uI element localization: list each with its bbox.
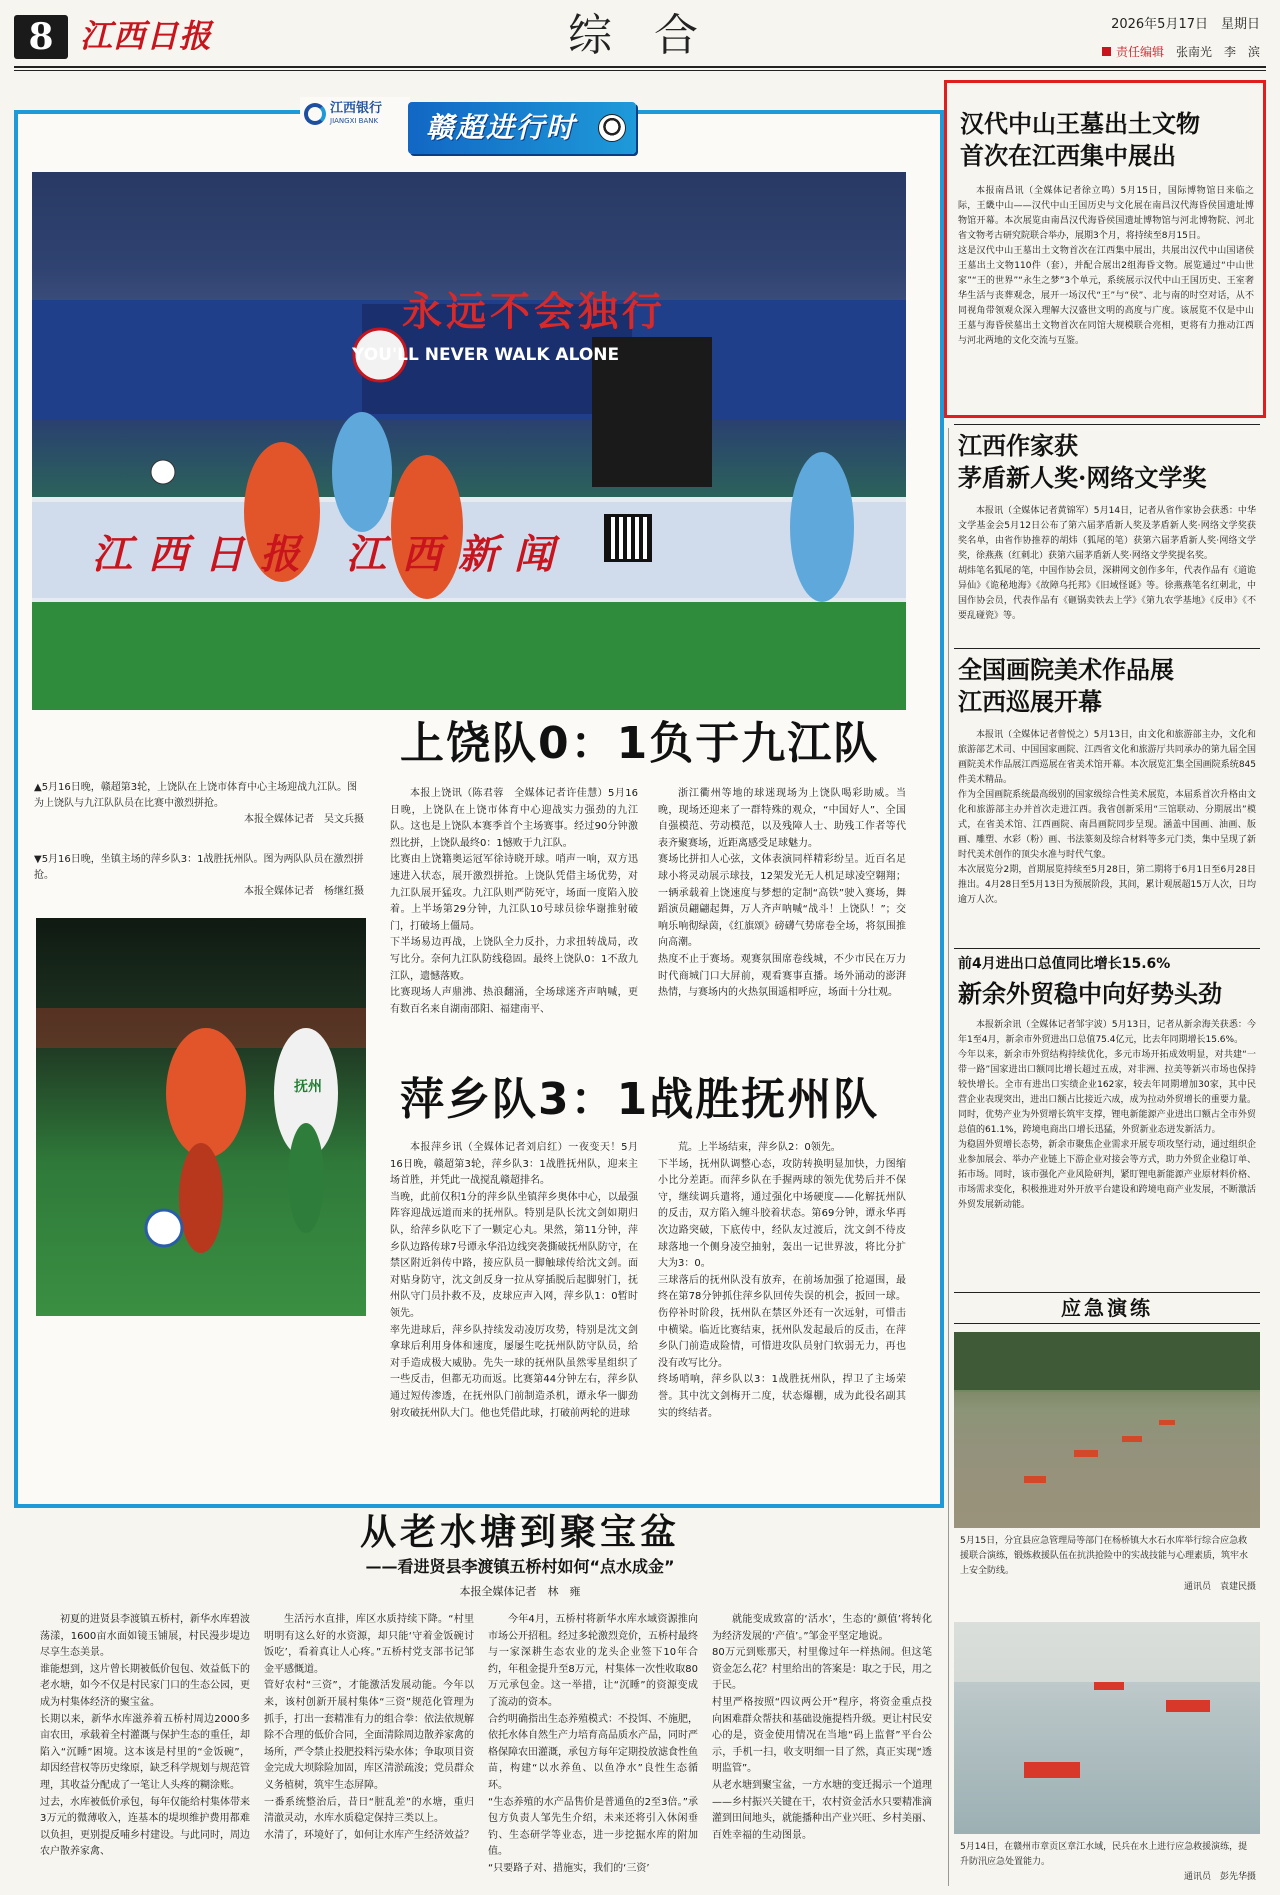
story-wulian-col2: 生活污水直排，库区水质持续下降。“村里明明有这么好的水资源，却只能‘守着金饭碗讨饭吃’，看着真让人心疼。”五桥村党支部书记邹金平感慨道。 管好农村“三资”，才能激活发展动能。今年以来，该村创新开展村集体“三资”规范化管理为抓手，打出一套精准有力的组合拳：依法依规解除不合理的低价合同，全面清除周边散养家禽的场所，严令禁止投肥投料污染水体；争取项目资金完成大坝除险加固，库区清淤疏浚；党员群众义务植树，筑牢生态屏障。 一番系统整治后，昔日“脏乱差”的水塘，重归清澈灵动，水库水质稳定保持三类以上。 水清了，环境好了，如何让水库产生经济效益？ [264,1614,474,1841]
credit-photo1: 本报全媒体记者 吴文兵摄 [244,814,364,825]
sponsor-name: 江西银行 [330,101,383,116]
body-shangrao-col1: 本报上饶讯（陈君蓉 全媒体记者许佳慧）5月16日晚，上饶队在上饶市体育中心迎战实力强劲的九江队。这也是上饶队本赛季首个主场赛事。经过90分钟激烈比拼，上饶队最终0：1憾败于九江队。 比赛由上饶籍奥运冠军徐诗晓开球。哨声一响，双方迅速进入状态，展开激烈拼抢。上饶队凭借主场优势，对九江队展开猛攻。九江队则严防死守，场面一度陷入胶着。上半场第29分钟，九江队10号球员徐华谢推射破门，打破场上僵局。 下半场易边再战，上饶队全力反扑，力求扭转战局，改写比分。奈何九江队防线稳固。最终上饶队0：1不敌九江队，遗憾落败。 比赛现场人声鼎沸、热浪翻涌，全场球迷齐声呐喊，更有数百名来自湖南邵阳、福建南平、 [390,788,638,1015]
story-wulian-byline: 本报全媒体记者 林 雍 [459,1585,581,1598]
page-number-box [14,15,68,59]
sponsor-logo [300,97,410,131]
page-number: 8 [28,16,54,58]
stadium-banner-text: 永远不会独行 [402,289,666,335]
caption-photo2: ▼5月16日晚，坐镇主场的萍乡队3：1战胜抚州队。图为两队队员在激烈拼抢。 [34,854,364,881]
editor-label: 责任编辑 [1115,45,1164,59]
photo-pingxiang-scene [36,918,366,1316]
section-title: 综 合 [568,10,712,61]
caption-photo1: ▲5月16日晚，赣超第3轮，上饶队在上饶市体育中心主场迎战九江队。图为上饶队与九江队队员在比赛中激烈拼抢。 [34,782,358,809]
story-wulian-title: 从老水塘到聚宝盆 [359,1511,680,1553]
headline-pingxiang: 萍乡队3：1战胜抚州队 [400,1074,880,1125]
issue-date: 2026年5月17日 星期日 [1111,17,1260,32]
divider-right-1 [954,424,1260,425]
feature-banner-title: 赣超进行时 [426,111,577,144]
story-wulian-col4: 就能变成致富的‘活水’，生态的‘颜值’将转化为经济发展的‘产值’。”邹金平坚定地说。 80万元到账那天，村里像过年一样热闹。但这笔资金怎么花？村里给出的答案是：取之于民，用之于民。 村里严格按照“四议两公开”程序，将资金重点投向困难群众帮扶和基础设施提档升级。更让村民安心的是，资金使用情况在当地“码上监督”平台公示，手机一扫，收支明细一目了然，真正实现“透明监管”。 从老水塘到聚宝盆，一方水塘的变迁揭示一个道理——乡村振兴关键在干，农村资金活水只要精准滴灌到田间地头，就能播种出产业兴旺、乡村美丽、百姓幸福的生动图景。 [712,1614,932,1841]
feature-banner [408,102,636,154]
divider-right-2 [954,648,1260,649]
body-shangrao-col2: 浙江衢州等地的球迷现场为上饶队喝彩助威。当晚，现场还迎来了一群特殊的观众，“中国好人”、全国自强模范、劳动模范，以及残障人士、助残工作者等代表齐聚赛场，近距离感受足球魅力。 赛场比拼扣人心弦，文体表演同样精彩纷呈。近百名足球小将灵动展示球技，12架发光无人机足球凌空翱翔；一辆承载着上饶速度与梦想的定制“高铁”驶入赛场，舞蹈演员翩翩起舞，万人齐声呐喊“战斗！上饶队！”；交响乐响彻绿茵，《红旗颂》磅礴气势席卷全场，将氛围推向高潮。 热度不止于赛场。观赛氛围席卷线城，不少市民在万力时代商城门口大屏前，观看赛事直播。场外涌动的澎湃热情，与赛场内的火热氛围遥相呼应，场面十分壮观。 [658,788,906,999]
photo-shangrao-match [32,172,906,710]
headline-shangrao: 上饶队0：1负于九江队 [400,718,880,769]
editor-line [1102,44,1260,60]
story-trade-kicker: 前4月进出口总值同比增长15.6% [958,956,1171,972]
story-zhongshan-title-1: 汉代中山王墓出土文物 [960,109,1200,138]
story-zhongshan-body: 本报南昌讯（全媒体记者徐立鸣）5月15日，国际博物馆日来临之际，王畿中山——汉代中山王国历史与文化展在南昌汉代海昏侯国遗址博物馆开幕。本次展览由南昌汉代海昏侯国遗址博物馆与河北博物院、河北省文物考古研究院联合举办，展期3个月，将持续至8月15日。 这是汉代中山王墓出土文物首次在江西集中展出，共展出汉代中山国诸侯王墓出土文物110件（套），并配合展出2组海昏文物。展览通过“中山世家”“王的世界”“永生之梦”3个单元，系统展示汉代中山王国历史、王室奢华生活与丧葬观念，展开一场汉代“王”与“侯”、北与南的时空对话，从不同视角带领观众深入理解大汉盛世文明的高度与广度。该展览不仅是中山王墓与海昏侯墓出土文物首次在同馆大规模联合亮相，更将有力推动江西与河北两地的文化交流与互鉴。 [958,186,1254,346]
story-wulian-col1: 初夏的进贤县李渡镇五桥村，新华水库碧波荡漾，1600亩水面如镜玉铺展，村民漫步堤边尽享生态美景。 谁能想到，这片曾长期被低价包包、效益低下的老水塘，如今不仅是村民家门口的生态公园，更成为村集体经济的聚宝盆。 长期以来，新华水库滋养着五桥村周边2000多亩农田，承载着全村灌溉与保护生态的重任，却陷入“沉睡”困境。这本该是村里的“金饭碗”，却因经营权等历史缘原，缺乏科学规划与规范管理，其收益分配成了一笔让人头疼的糊涂账。 过去，水库被低价承包，每年仅能给村集体带来3万元的微薄收入，连基本的堤坝维护费用都难以负担，更别提反哺乡村建设。与此同时，周边农户散养家禽、 [40,1614,250,1858]
story-writers-body: 本报讯（全媒体记者黄锦军）5月14日，记者从省作家协会获悉：中华文学基金会5月12日公布了第六届茅盾新人奖及茅盾新人奖·网络文学奖获奖名单，由省作协推荐的胡炜（狐尾的笔）获第六届茅盾新人奖·网络文学奖，徐燕燕（红刺北）获第六届茅盾新人奖·网络文学奖提名奖。 胡炜笔名狐尾的笔，中国作协会员，深耕网文创作多年，代表作品有《道诡异仙》《诡秘地海》《故障乌托邦》《旧域怪诞》等。徐燕燕笔名红刺北，中国作协会员，代表作品有《砸锅卖铁去上学》《第九农学基地》《反串》《不要乱碰瓷》等。 [958,506,1256,621]
sponsor-logo-icon [304,103,326,125]
story-art-title-1: 全国画院美术作品展 [958,655,1174,684]
story-wulian-col3: 今年4月，五桥村将新华水库水域资源推向市场公开招租。经过多轮激烈竞价，五桥村最终与一家深耕生态农业的龙头企业签下10年合约，年租金提升至8万元，村集体一次性收取80万元承包金。这一举措，让“沉睡”的资源变成了流动的资本。 合约明确指出生态养殖模式：不投饵、不施肥，依托水体自然生产力培育高品质水产品，同时严格保障农田灌溉，承包方每年定期投放滤食性鱼苗，构建“以水养鱼、以鱼净水”良性生态循环。 “生态养殖的水产品售价是普通鱼的2至3倍。”承包方负责人邹先生介绍，未来还将引入休闲垂钓、生态研学等业态，进一步挖掘水库的附加值。 “只要路子对、措施实，我们的‘三资’ [488,1614,698,1874]
drill-title-bar [954,1292,1260,1324]
soccer-ball-icon [598,114,626,142]
ad-board-text: 江西日报 江西新闻 [92,531,570,578]
right-column-divider [948,428,949,1886]
credit-photo2: 本报全媒体记者 杨继红摄 [244,886,364,897]
masthead-rule-thin [14,70,1266,71]
story-zhongshan-title-2: 首次在江西集中展出 [960,141,1176,170]
story-writers-title-1: 江西作家获 [958,431,1078,460]
photo-drill-1-scene [954,1332,1260,1528]
editor-names: 张南光 李 滨 [1175,45,1260,59]
stadium-banner-text-en: YOU'LL NEVER WALK ALONE [352,345,620,365]
photo-shangrao-scene [32,172,906,710]
drill-title: 应急演练 [1061,1296,1153,1320]
body-pingxiang-col2: 荒。上半场结束，萍乡队2：0领先。 下半场，抚州队调整心态，攻防转换明显加快，力图缩小比分差距。而萍乡队在手握两球的领先优势后并不保守，继续调兵遣将，通过强化中场硬度——化解抚州队的反击，双方陷入缠斗胶着状态。第69分钟，谭永华再次边路突破，下底传中，经队友过渡后，沈文剑不待皮球落地一个侧身凌空抽射，轰出一记世界波，将比分扩大为3：0。 三球落后的抚州队没有放弃，在前场加强了抢逼围，最终在第78分钟抓住萍乡队回传失误的机会，扳回一球。伤停补时阶段，抚州队在禁区外还有一次远射，可惜击中横梁。临近比赛结束，抚州队发起最后的反击，在萍乡队门前造成险情，可惜进攻队员射门软弱无力，再也没有改写比分。 终场哨响，萍乡队以3：1战胜抚州队，捍卫了主场荣誉。其中沈文剑梅开二度，状态爆棚，成为此役名副其实的终结者。 [658,1142,906,1419]
newspaper-logo: 江西日报 [80,17,213,55]
credit-drill-2: 通讯员 彭先华摄 [1183,1872,1256,1882]
editor-marker-icon [1102,47,1111,56]
masthead-rule [14,66,1266,68]
story-art-title-2: 江西巡展开幕 [958,687,1102,716]
caption-drill-2: 5月14日，在赣州市章贡区章江水域，民兵在水上进行应急救援演练，提升防汛应急处置能力。 [960,1842,1248,1867]
caption-drill-1: 5月15日，分宜县应急管理局等部门在杨桥镇大水石水库举行综合应急救援联合演练，锻炼救援队伍在抗洪抢险中的实战技能与心理素质，筑牢水上安全防线。 [960,1536,1249,1576]
photo-drill-2-scene [954,1622,1260,1834]
sponsor-name-en: JIANGXI BANK [330,117,379,125]
photo-drill-2 [954,1622,1260,1834]
story-trade-body: 本报新余讯（全媒体记者邹宇波）5月13日，记者从新余海关获悉：今年1至4月，新余市外贸进出口总值75.4亿元，比去年同期增长15.6%。 今年以来，新余市外贸结构持续优化，多元市场开拓成效明显，对共建“一带一路”国家进出口额同比增长超过五成，对非洲、拉美等新兴市场也保持较快增长。全市有进出口实绩企业162家，较去年同期增加30家，其中民营企业表现突出，进出口额占比接近六成，成为拉动外贸增长的重要力量。同时，优势产业为外贸增长筑牢支撑，锂电新能源产业进出口额占全市外贸总值的61.1%，跨境电商出口增长迅猛，外贸新业态迸发新活力。 为稳固外贸增长态势，新余市聚焦企业需求开展专项攻坚行动，通过组织企业参加展会、举办产业链上下游企业对接会等方式，助力外贸企业稳订单、拓市场。同时，该市强化产业风险研判，紧盯锂电新能源产业原材料价格、市场需求变化，积极推进对外开放平台建设和跨境电商产业发展，不断激活外贸发展新动能。 [958,1020,1256,1210]
story-art-body: 本报讯（全媒体记者曾悦之）5月13日，由文化和旅游部主办，文化和旅游部艺术司、中国国家画院、江西省文化和旅游厅共同承办的第九届全国画院美术作品展江西巡展在省美术馆开幕。本次展览汇集全国画院系统845件美术精品。 作为全国画院系统最高级别的国家级综合性美术展览，本届系首次升格由文化和旅游部主办并首次走进江西。我省创新采用“三馆联动、分期展出”模式，在省美术馆、江西画院、南昌画院同步呈现。涵盖中国画、油画、版画、雕塑、水彩（粉）画、书法篆刻及综合材料等多元门类，集中呈现了新时代美术创作的顶尖水准与时代气象。 本次展览分2期，首期展览持续至5月28日，第二期将于6月1日至6月28日推出。4月28日至5月13日为预展阶段，其间，累计观展超15万人次，日均逾万人次。 [958,730,1256,905]
credit-drill-1: 通讯员 袁建民摄 [1183,1582,1256,1592]
body-pingxiang-col1: 本报萍乡讯（全媒体记者刘启红）一夜变天！5月16日晚，赣超第3轮，萍乡队3：1战胜抚州队，迎来主场首胜，并凭此一战搅乱赣超排名。 当晚，此前仅积1分的萍乡队坐镇萍乡奥体中心，以最强阵容迎战远道而来的抚州队。特别是队长沈文剑如期归队，给萍乡队吃下了一颗定心丸。果然，第11分钟，萍乡队边路传球7号谭永华沿边线突袭撕破抚州队防守，在禁区附近斜传中路，接应队员一脚触球传给沈文剑。面对贴身防守，沈文剑反身一拉从穿插脱后起脚射门，抚州队守门员扑救不及，皮球应声入网，萍乡队1：0暂时领先。 率先进球后，萍乡队持续发动凌厉攻势，特别是沈文剑拿球后利用身体和速度，屡屡生吃抚州队防守队员，给对手造成极大威胁。先失一球的抚州队虽然零星组织了一些反击，但都无功而返。比赛第44分钟左右，萍乡队通过短传渗透，在抚州队门前制造杀机，谭永华一脚劲射攻破抚州队大门。他也凭借此球，打破前两轮的进球 [390,1142,638,1419]
photo-pingxiang-match [36,918,366,1316]
qr-code [604,514,652,562]
photo-drill-1 [954,1332,1260,1528]
story-wulian-subtitle: ——看进贤县李渡镇五桥村如何“点水成金” [365,1557,675,1576]
jersey-text: 抚州 [294,1079,322,1095]
story-trade-title: 新余外贸稳中向好势头劲 [958,979,1222,1008]
story-writers-title-2: 茅盾新人奖·网络文学奖 [958,463,1207,492]
divider-right-3 [954,948,1260,949]
